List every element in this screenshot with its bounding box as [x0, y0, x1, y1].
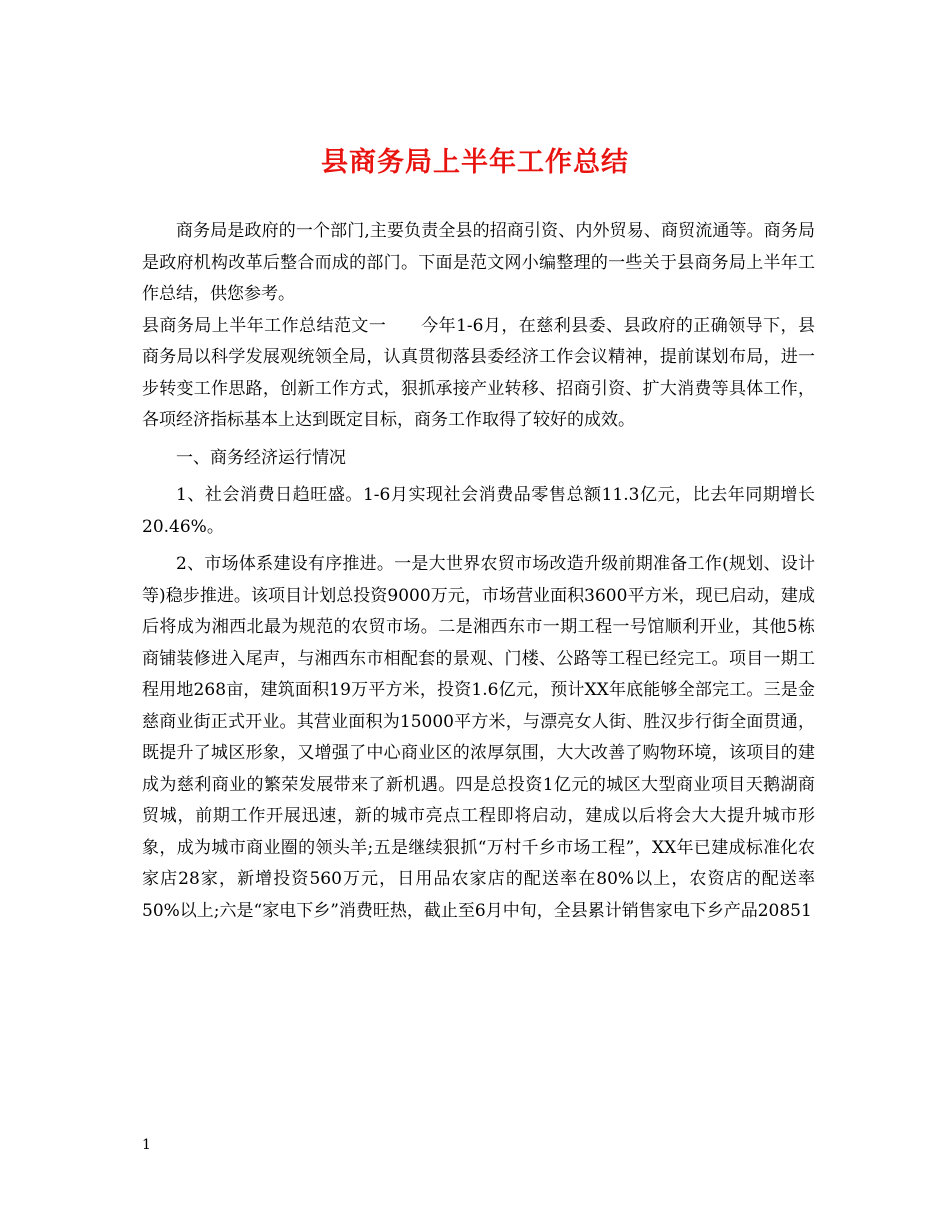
page-number: 1 — [142, 1137, 151, 1153]
sample-one-paragraph: 县商务局上半年工作总结范文一 今年1-6月，在慈利县委、县政府的正确领导下，县商务局以科学发展观统领全局，认真贯彻落县委经济工作会议精神，提前谋划布局，进一步转变工作思路，创新工作方式，狠抓承接产业转移、招商引资、扩大消费等具体工作，各项经济指标基本上达到既定目标，商务工作取得了较好的成效。 — [142, 315, 815, 430]
document-title: 县商务局上半年工作总结 — [321, 147, 629, 178]
intro-paragraph: 商务局是政府的一个部门,主要负责全县的招商引资、内外贸易、商贸流通等。商务局是政府机构改革后整合而成的部门。下面是范文网小编整理的一些关于县商务局上半年工作总结，供您参考。 — [142, 221, 815, 304]
section-heading: 一、商务经济运行情况 — [176, 447, 346, 468]
consumption-paragraph: 1、社会消费日趋旺盛。1-6月实现社会消费品零售总额11.3亿元，比去年同期增长20.46%。 — [142, 485, 815, 537]
market-system-paragraph: 2、市场体系建设有序推进。一是大世界农贸市场改造升级前期准备工作(规划、设计等)稳步推进。该项目计划总投资9000万元，市场营业面积3600平方米，现已启动，建成后将成为湘西北最为规范的农贸市场。二是湘西东市一期工程一号馆顺利开业，其他5栋商铺装修进入尾声，与湘西东市相配套的景观、门楼、公路等工程已经完工。项目一期工程用地268亩，建筑面积19万平方米，投资1.6亿元，预计XX年底能够全部完工。三是金慈商业街正式开业。其营业面积为15000平方米，与漂亮女人街、胜汉步行街全面贯通，既提升了城区形象，又增强了中心商业区的浓厚氛围，大大改善了购物环境，该项目的建成为慈利商业的繁荣发展带来了新机遇。四是总投资1亿元的城区大型商业项目天鹅湖商贸城，前期工作开展迅速，新的城市亮点工程即将启动，建成以后将会大大提升城市形象，成为城市商业圈的领头羊;五是继续狠抓“万村千乡市场工程”，XX年已建成标准化农家店28家，新增投资560万元，日用品农家店的配送率在80%以上，农资店的配送率50%以上;六是“家电下乡”消费旺热，截止至6月中旬，全县累计销售家电下乡产品20851 — [142, 554, 815, 921]
document-body — [142, 216, 815, 927]
